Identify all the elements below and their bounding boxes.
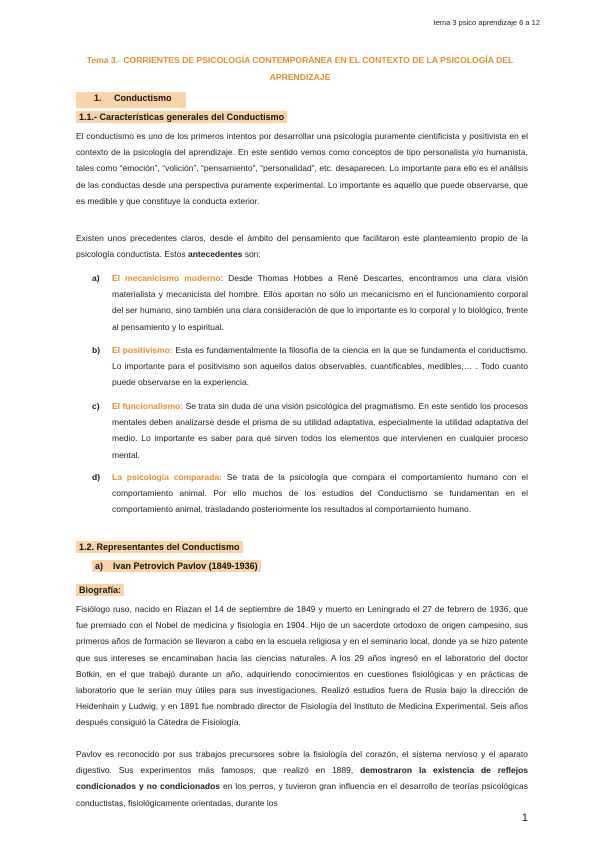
- list-term: El funcionalismo:: [112, 401, 184, 411]
- subsection-heading-1-1: 1.1.- Características generales del Conductismo: [76, 111, 287, 123]
- reflejos-bold: demostraron la existencia de reflejos condicionados y no condicionados: [76, 765, 528, 792]
- list-letter: d): [92, 472, 101, 482]
- section-heading-conductismo: [76, 92, 186, 108]
- paragraph-intro: El conductismo es uno de los primeros intentos por desarrollar una psicología puramente cientificista y positivista en el contexto de la psicología del aprendizaje. En este sentido vemos como conceptos de tipo personalista y/o humanista, tales como “emoción”, “volición”, “pensamiento”, “personalidad”, etc. desaparecen. Lo importante para ello es el análisis de las conductas desde una perspectiva puramente experimental. Lo importante es aquello que puede observarse, que es medible y que constituye la conducta exterior.: [76, 131, 528, 206]
- rep-name: Ivan Petrovich Pavlov (1849-1936): [113, 561, 258, 571]
- list-item-b: [92, 342, 528, 391]
- antecedentes-bold: antecedentes: [187, 249, 243, 260]
- list-term: La psicología comparada:: [112, 472, 222, 482]
- paragraph-antecedentes: Existen unos precedentes claros, desde el ámbito del pensamiento que facilitaron este planteamiento propio de la psicología conductista. Estos antecedentes son:: [76, 233, 528, 260]
- list-item-d: [92, 469, 528, 518]
- page-number: 1: [521, 812, 528, 824]
- subsection-heading-1-2: 1.2. Representantes del Conductismo: [76, 541, 243, 553]
- section-label: Conductismo: [114, 93, 172, 103]
- section-number: 1.: [94, 93, 102, 103]
- biography-label: Biografía:: [76, 584, 124, 596]
- page-header: tema 3 psico aprendizaje 6 a 12: [433, 18, 540, 27]
- list-text: Se trata de la psicología que compara el comportamiento humano con el comportamiento animal. Por ello muchos de los estudios del Conductismo se fundamentan en el comportamiento animal, trasladando posteriormente los resultados al comportamiento humano.: [112, 472, 528, 515]
- rep-letter: a): [95, 561, 104, 571]
- document-title: Tema 3.- CORRIENTES DE PSICOLOGÍA CONTEMPORÁNEA EN EL CONTEXTO DE LA PSICOLOGÍA DEL APRENDIZAJE: [86, 55, 514, 82]
- paragraph-pavlov: Pavlov es reconocido por sus trabajos precursores sobre la fisiología del corazón, el sistema nervioso y el aparato digestivo. Sus experimentos más famosos, que realizó en 1889, demostraron la existencia de reflejos condicionados y no condicionados en los perros, y tuvieron gran influencia en el desarrollo de teorías psicológicas conductistas, fisiológicamente orientadas, durante los: [76, 749, 529, 808]
- list-term: El positivismo:: [112, 345, 173, 355]
- list-item-c: [92, 398, 528, 463]
- list-text: Se trata sin duda de una visión psicológica del pragmatismo. En este sentido los procesos mentales deben analizarse desde el prisma de su utilidad adaptativa, especialmente la utilidad adaptativa del medio. Lo importante es saber para qué sirven todos los elementos que intervienen en cualquier proceso mental.: [112, 401, 528, 460]
- list-term: El mecanicismo moderno: [112, 273, 221, 283]
- list-letter: c): [92, 401, 100, 411]
- paragraph-biography: Fisiólogo ruso, nacido en Riazan el 14 de septiembre de 1849 y muerto en Leningrado el 27 de febrero de 1936, que fue premiado con el Nobel de medicina y fisiología en 1904. Hijo de un sacerdote ortodoxo de origen campesino, sus primeros años de formación se llevaron a cabo en la escuela religiosa y en el seminario local, donde ya se hizo patente que sus intereses se encaminaban hacia las ciencias naturales. A los 29 años ingresó en el laboratorio del doctor Botkin, en el que trabajó durante un año, adquiriendo conocimientos en cuestiones fisiológicas y en prácticas de laboratorio que le serían muy útiles para sus investigaciones. Realizó estudios fuera de Rusia bajo la dirección de Heidenhain y Ludwig, y en 1891 fue nombrado director de Fisiología del Instituto de Medicina Experimental. Seis años después consiguió la Cátedra de Fisiología.: [76, 604, 528, 728]
- representative-heading: [92, 560, 261, 572]
- list-text: Esta es fundamentalmente la filosofía de la ciencia en la que se fundamenta el conductismo. Lo importante para el positivismo son aquellos datos observables, cuantificables, medibles,… . Todo cuanto puede observarse en la experiencia.: [112, 345, 528, 388]
- list-text: : Desde Thomas Hobbes a René Descartes, encontramos una clara visión materialista y mecanicista del hombre. Ellos aportan no sólo un mecanicismo en el funcionamiento corporal del ser humano, sino también una clara consideración de que lo importante es lo corporal y lo biológico, frente al pensamiento y lo espiritual.: [112, 273, 528, 332]
- list-letter: b): [92, 345, 101, 355]
- list-letter: a): [92, 273, 100, 283]
- list-item-a: [92, 270, 528, 335]
